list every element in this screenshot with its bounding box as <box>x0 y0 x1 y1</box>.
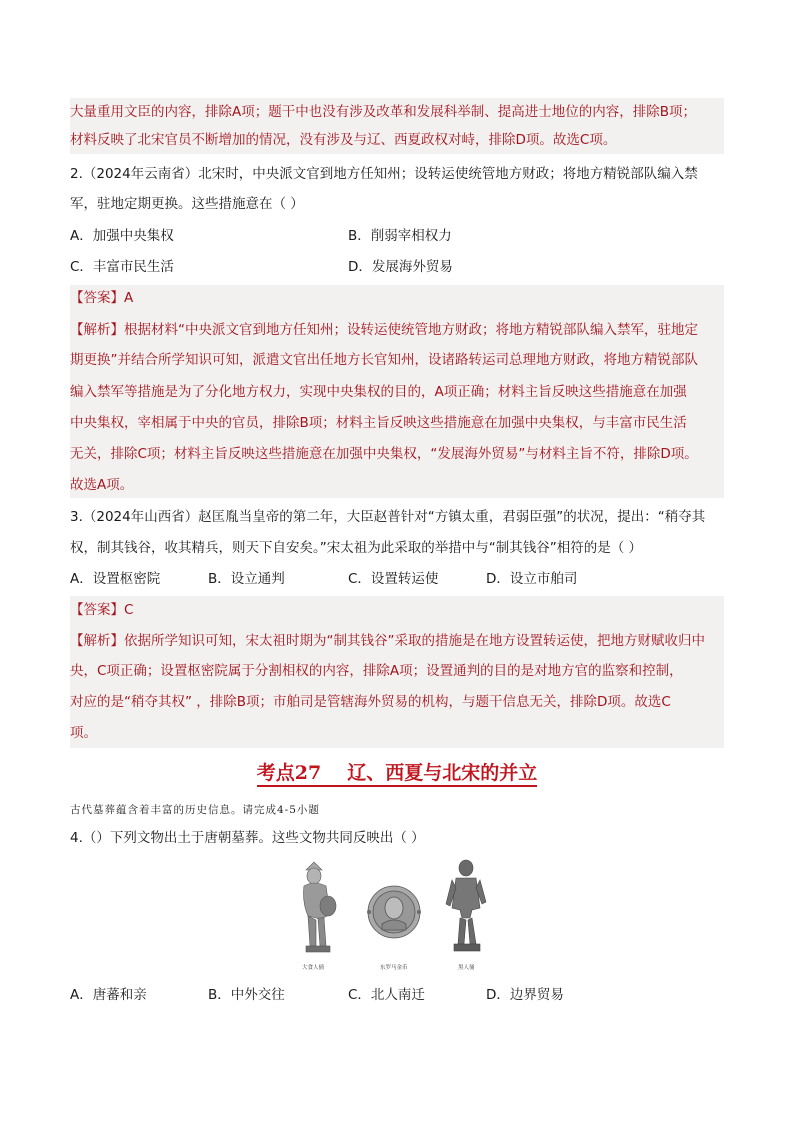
caption-coin: 东罗马金币 <box>380 965 408 971</box>
q3-analysis-tag: 【解析】 <box>70 633 124 649</box>
q3-answer-tag: 【答案】 <box>70 602 124 618</box>
section-heading <box>0 760 794 786</box>
q2-analysis-line-2: 期更换”并结合所学知识可知，派遣文官出任地方长官知州，设诸路转运司总理地方财政，将地方精锐部队 <box>70 352 698 368</box>
q3-analysis-text-1: 依据所学知识可知，宋太祖时期为“制其钱谷”采取的措施是在地方设置转运使，把地方财赋收归中 <box>124 633 705 649</box>
q3-analysis-line-4: 项。 <box>70 725 97 741</box>
q2-answer-tag: 【答案】 <box>70 290 124 306</box>
q3-option-c[interactable]: C．设置转运使 <box>348 571 439 587</box>
q2-analysis-text-1: 根据材料“中央派文官到地方任知州；设转运使统管地方财政；将地方精锐部队编入禁军，驻地定 <box>124 322 698 338</box>
q4-stem: 4.（）下列文物出土于唐朝墓葬。这些文物共同反映出（ ） <box>70 830 425 846</box>
q3-analysis-line-2: 央，C项正确；设置枢密院属于分割相权的内容，排除A项；设置通判的目的是对地方官的监察和控制， <box>70 663 683 679</box>
prev-explanation-line-2: 材料反映了北宋官员不断增加的情况，没有涉及与辽、西夏政权对峙，排除D项。故选C项。 <box>70 132 617 148</box>
q2-analysis-line-4: 中央集权，宰相属于中央的官员，排除B项；材料主旨反映这些措施意在加强中央集权，与丰富市民生活 <box>70 415 687 431</box>
q2-analysis-line-6: 故选A项。 <box>70 477 134 493</box>
q2-option-c[interactable]: C．丰富市民生活 <box>70 259 174 275</box>
q2-analysis-line-3: 编入禁军等措施是为了分化地方权力，实现中央集权的目的，A项正确；材料主旨反映这些措施意在加强 <box>70 384 687 400</box>
q3-option-a[interactable]: A．设置枢密院 <box>70 571 161 587</box>
q4-option-a[interactable]: A．唐蕃和亲 <box>70 987 147 1003</box>
q2-analysis-line-5: 无关，排除C项；材料主旨反映这些措施意在加强中央集权，“发展海外贸易”与材料主旨不符，排除D项。 <box>70 446 698 462</box>
q2-answer <box>70 288 133 308</box>
q4-option-b[interactable]: B．中外交往 <box>208 987 285 1003</box>
q2-option-b[interactable]: B．削弱宰相权力 <box>348 228 452 244</box>
q2-option-d[interactable]: D．发展海外贸易 <box>348 259 453 275</box>
q2-answer-value: A <box>124 290 134 306</box>
coin-image <box>368 886 421 938</box>
q3-stem-line-1: 3.（2024年山西省）赵匡胤当皇帝的第二年，大臣赵普针对“方镇太重，君弱臣强”的状况，提出：“稍夺其 <box>70 509 706 525</box>
q2-stem-line-2: 军，驻地定期更换。这些措施意在（ ） <box>70 196 304 212</box>
figurine-3-image <box>446 860 486 951</box>
section-title-text: 辽、西夏与北宋的并立 <box>347 762 538 784</box>
q3-answer-value: C <box>124 602 134 618</box>
caption-figurine-3: 黑人俑 <box>458 965 475 971</box>
q4-option-d[interactable]: D．边界贸易 <box>486 987 564 1003</box>
prev-explanation-line-1: 大量重用文臣的内容，排除A项；题干中也没有涉及改革和发展科举制、提高进士地位的内容，排除B项； <box>70 104 696 120</box>
q2-stem-line-1: 2.（2024年云南省）北宋时，中央派文官到地方任知州；设转运使统管地方财政；将地方精锐部队编入禁 <box>70 166 698 182</box>
q2-option-a[interactable]: A．加强中央集权 <box>70 228 174 244</box>
q4-option-c[interactable]: C．北人南迁 <box>348 987 425 1003</box>
q3-analysis-line-3: 对应的是“稍夺其权” ，排除B项；市舶司是管辖海外贸易的机构，与题干信息无关，排除D项。故选C <box>70 694 671 710</box>
artifact-illustration <box>296 858 492 970</box>
q3-answer <box>70 600 133 620</box>
q3-option-b[interactable]: B．设立通判 <box>208 571 285 587</box>
section-intro: 古代墓葬蕴含着丰富的历史信息。请完成4-5小题 <box>70 804 320 816</box>
caption-figurine-1: 大食人俑 <box>302 965 325 971</box>
q2-analysis-tag: 【解析】 <box>70 322 124 338</box>
figurine-1-image <box>304 862 337 952</box>
q3-option-d[interactable]: D．设立市舶司 <box>486 571 578 587</box>
q2-analysis-line-1 <box>70 320 698 340</box>
artifact-figure <box>296 858 492 970</box>
section-prefix: 考点27 <box>256 762 322 784</box>
q3-stem-line-2: 权，制其钱谷，收其精兵，则天下自安矣。”宋太祖为此采取的举措中与“制其钱谷”相符的是（ ） <box>70 540 643 556</box>
q3-analysis-line-1 <box>70 631 705 651</box>
